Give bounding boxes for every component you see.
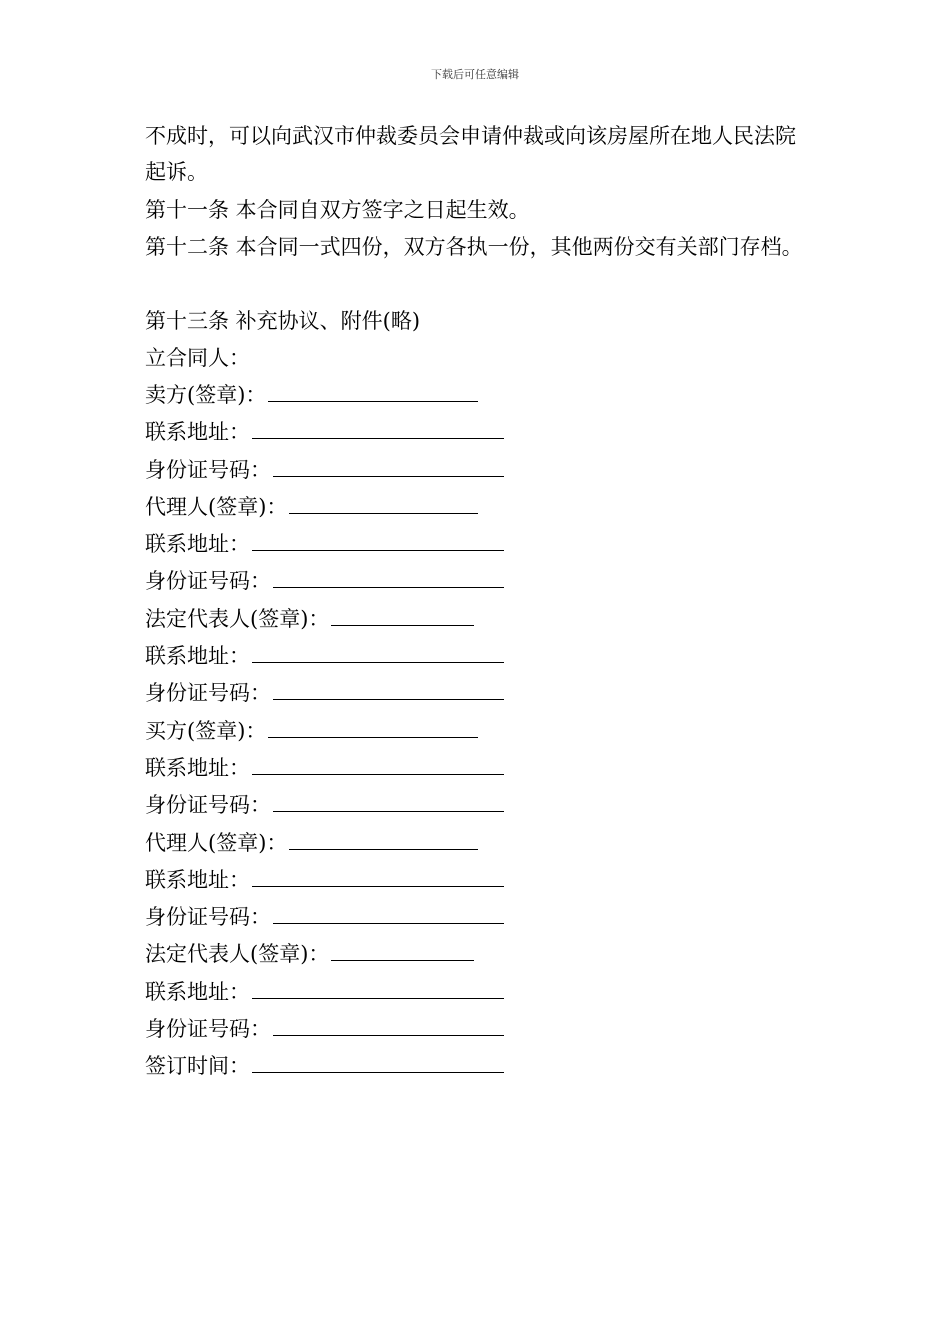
blank-line [252,1054,504,1073]
field-label: 联系地址： [145,755,250,780]
blank-line [252,868,504,887]
document-body [145,118,815,1086]
blank-line [252,532,504,551]
blank-line [273,681,504,700]
blank-line [252,980,504,999]
paragraph-article-11: 第十一条 本合同自双方签字之日起生效。 [145,198,530,222]
field-label: 签订时间： [145,1054,250,1079]
field-label: 身份证号码： [145,457,271,482]
buyer-agent-address-field [145,862,815,899]
blank-line [273,569,504,588]
field-label: 联系地址： [145,420,250,445]
blank-line [331,607,474,626]
buyer-legal-rep-id-field [145,1011,815,1048]
blank-line [252,644,504,663]
field-label: 法定代表人(签章)： [145,606,330,631]
field-label: 代理人(签章)： [145,494,288,519]
blank-line [252,756,504,775]
buyer-legal-rep-signature-field [145,936,815,973]
blank-line [289,831,478,850]
field-label: 联系地址： [145,644,250,669]
buyer-signature-field [145,713,815,750]
field-label: 身份证号码： [145,1017,271,1042]
seller-legal-rep-id-field [145,675,815,712]
blank-line [268,719,478,738]
buyer-legal-rep-address-field [145,974,815,1011]
blank-line [273,793,504,812]
blank-line [273,458,504,477]
field-label: 代理人(签章)： [145,830,288,855]
buyer-address-field [145,750,815,787]
contracting-parties-label: 立合同人： [145,346,250,370]
blank-line [289,495,478,514]
seller-id-field [145,452,815,489]
blank-line [273,905,504,924]
seller-address-field [145,414,815,451]
seller-legal-rep-signature-field [145,601,815,638]
field-label: 身份证号码： [145,681,271,706]
seller-agent-address-field [145,526,815,563]
blank-line [268,383,478,402]
seller-agent-signature-field [145,489,815,526]
field-label: 联系地址： [145,867,250,892]
field-label: 卖方(签章)： [145,383,267,407]
field-label: 身份证号码： [145,905,271,930]
field-label: 身份证号码： [145,569,271,594]
field-label: 联系地址： [145,532,250,557]
blank-line [252,420,504,439]
field-label: 联系地址： [145,979,250,1004]
blank-line [273,1017,504,1036]
paragraph-arbitration: 不成时，可以向武汉市仲裁委员会申请仲裁或向该房屋所在地人民法院起诉。 [145,124,796,184]
seller-legal-rep-address-field [145,638,815,675]
field-label: 买方(签章)： [145,718,267,743]
seller-signature-field [145,377,815,414]
field-label: 法定代表人(签章)： [145,942,330,967]
paragraph-article-13: 第十三条 补充协议、附件(略) [145,309,421,333]
buyer-id-field [145,787,815,824]
page-header: 下载后可任意编辑 [431,68,519,81]
field-label: 身份证号码： [145,793,271,818]
buyer-agent-signature-field [145,825,815,862]
signing-date-field [145,1048,815,1085]
blank-line [331,942,474,961]
seller-agent-id-field [145,563,815,600]
buyer-agent-id-field [145,899,815,936]
paragraph-article-12: 第十二条 本合同一式四份，双方各执一份，其他两份交有关部门存档。 [145,235,803,259]
